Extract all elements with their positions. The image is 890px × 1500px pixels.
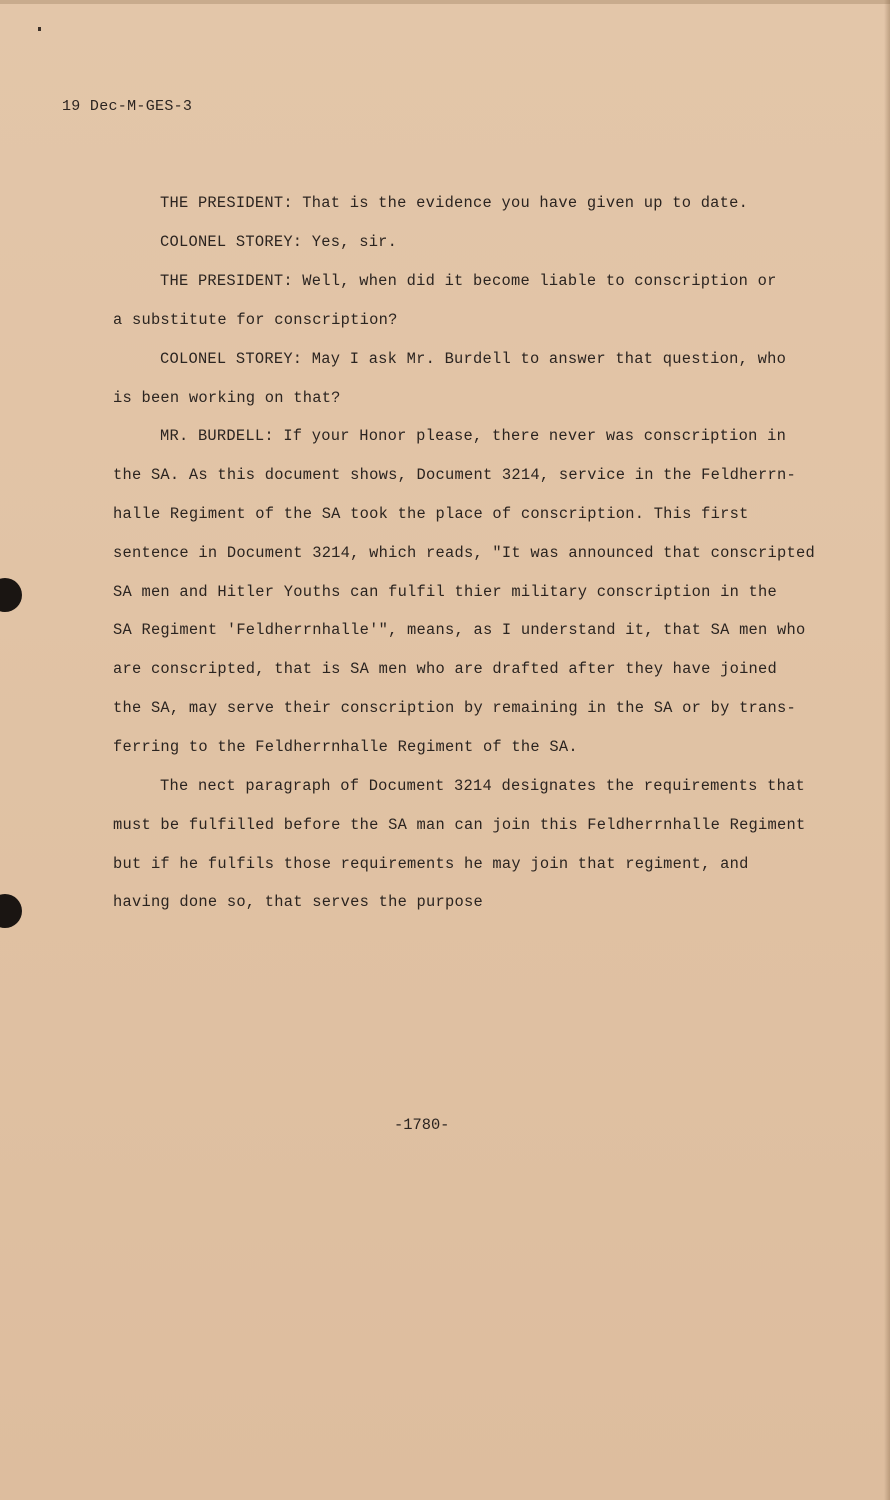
transcript-line: the SA. As this document shows, Document 3214, service in the Feldherrn- <box>113 466 796 484</box>
ink-speck <box>38 27 41 31</box>
transcript-line: but if he fulfils those requirements he may join that regiment, and <box>113 855 749 873</box>
transcript-line: THE PRESIDENT: Well, when did it become liable to conscription or <box>160 272 777 290</box>
transcript-line: a substitute for conscription? <box>113 311 398 329</box>
page-right-edge <box>884 0 890 1500</box>
transcript-line: THE PRESIDENT: That is the evidence you have given up to date. <box>160 194 749 212</box>
transcript-line: COLONEL STOREY: Yes, sir. <box>160 233 398 251</box>
page-top-edge <box>0 0 890 4</box>
transcript-line: sentence in Document 3214, which reads, "It was announced that conscripted <box>113 544 815 562</box>
transcript-line: SA men and Hitler Youths can fulfil thier military conscription in the <box>113 583 778 601</box>
transcript-line: are conscripted, that is SA men who are drafted after they have joined <box>113 660 778 678</box>
transcript-line: the SA, may serve their conscription by remaining in the SA or by trans- <box>113 699 796 717</box>
page-number: -1780- <box>394 1116 450 1134</box>
transcript-line: halle Regiment of the SA took the place of conscription. This first <box>113 505 749 523</box>
transcript-line: must be fulfilled before the SA man can join this Feldherrnhalle Regiment <box>113 816 806 834</box>
page-header: 19 Dec-M-GES-3 <box>62 98 193 115</box>
transcript-line: SA Regiment 'Feldherrnhalle'", means, as I understand it, that SA men who <box>113 621 806 639</box>
transcript-line: COLONEL STOREY: May I ask Mr. Burdell to answer that question, who <box>160 350 787 368</box>
transcript-line: The nect paragraph of Document 3214 designates the requirements that <box>160 777 806 795</box>
punch-hole <box>0 894 22 928</box>
transcript-line: ferring to the Feldherrnhalle Regiment of the SA. <box>113 738 578 756</box>
transcript-line: is been working on that? <box>113 389 341 407</box>
punch-hole <box>0 578 22 612</box>
transcript-line: MR. BURDELL: If your Honor please, there never was conscription in <box>160 427 787 445</box>
transcript-line: having done so, that serves the purpose <box>113 893 483 911</box>
